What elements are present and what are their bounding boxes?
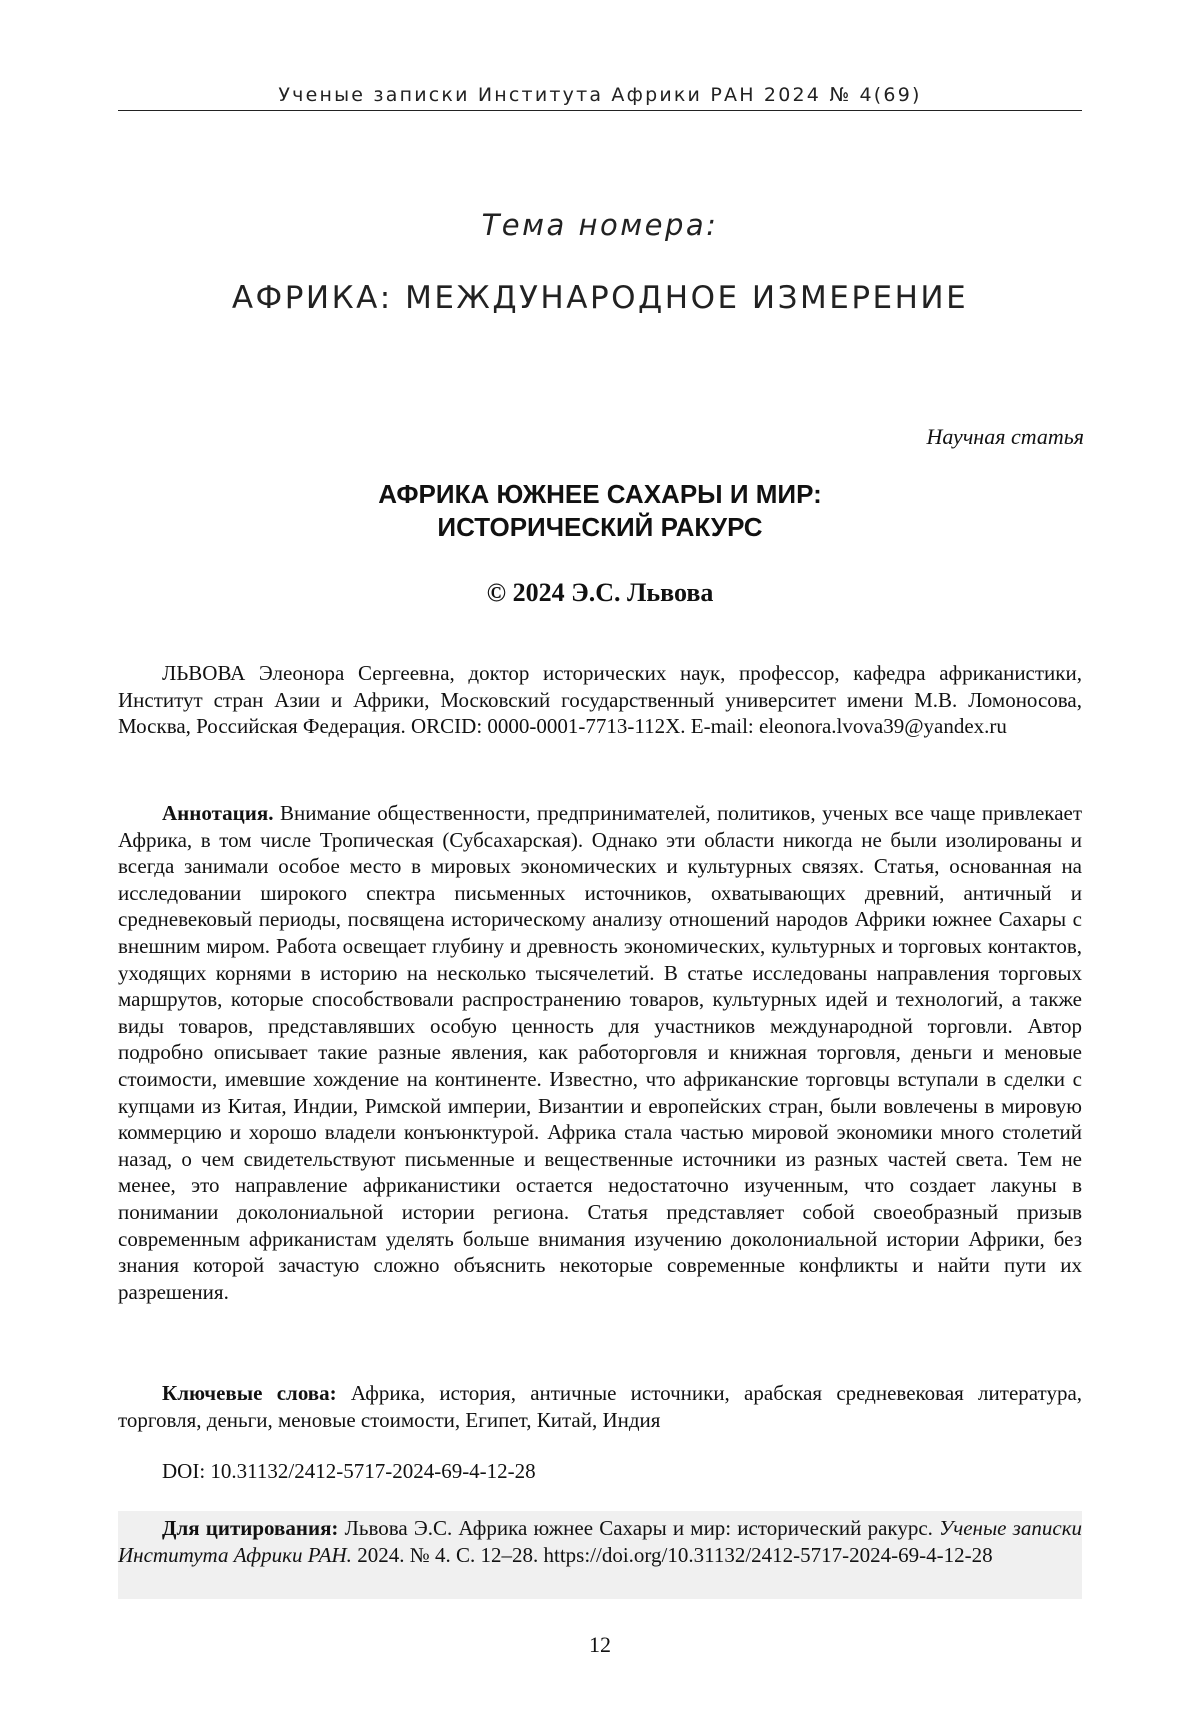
issue-theme-label: Тема номера:: [481, 208, 719, 242]
keywords-text: Африка, история, античные источники, арабская средневековая литература, торговля, деньги, меновые стоимости, Египет, Китай, Индия: [118, 1381, 1083, 1432]
keywords: [118, 1380, 1082, 1433]
abstract-text: Внимание общественности, предпринимателей, политиков, ученых все чаще привлекает Африка, в том числе Тропическая (Субсахарская). Однако эти области никогда не были изолированы и всегда занимали особое место в мировых экономических и культурных связях. Статья, основанная на исследовании широкого спектра письменных источников, охватывающих древний, античный и средневековый периоды, посвящена историческому анализу отношений народов Африки южнее Сахары с внешним миром. Работа освещает глубину и древность экономических, культурных и торговых контактов, уходящих корнями в историю на несколько тысячелетий. В статье исследованы направления торговых маршрутов, которые способствовали распространению товаров, культурных идей и технологий, а также виды товаров, представлявших особую ценность для участников международной торговли. Автор подробно описывает такие разные явления, как работорговля и книжная торговля, деньги и меновые стоимости, имевшие хождение на континенте. Известно, что африканские торговцы вступали в сделки с купцами из Китая, Индии, Римской империи, Византии и европейских стран, были вовлечены в мировую коммерцию и хорошо владели конъюнктурой. Африка стала частью мировой экономики много столетий назад, о чем свидетельствуют письменные и вещественные источники из разных частей света. Тем не менее, это направление африканистики остается недостаточно изученным, что создает лакуны в понимании доколониальной истории региона. Статья представляет собой своеобразный призыв современным африканистам уделять больше внимания изучению доколониальной истории Африки, без знания которой зачастую сложно объяснить некоторые современные конфликты и найти пути их разрешения.: [118, 801, 1083, 1304]
citation-journal: Ученые записки Института Африки РАН.: [118, 1516, 1083, 1567]
header-rule: [118, 110, 1082, 111]
citation-text-before: Львова Э.С. Африка южнее Сахары и мир: исторический ракурс.: [344, 1516, 933, 1540]
page-number: 12: [589, 1632, 611, 1657]
article-type: Научная статья: [926, 424, 1084, 449]
issue-theme-title: АФРИКА: МЕЖДУНАРОДНОЕ ИЗМЕРЕНИЕ: [231, 280, 969, 316]
doi: DOI: 10.31132/2412-5717-2024-69-4-12-28: [162, 1459, 536, 1483]
author-info: ЛЬВОВА Элеонора Сергеевна, доктор исторических наук, профессор, кафедра африканистики, Институт стран Азии и Африки, Московский государственный университет имени М.В. Ломоносова, Москва, Российская Федерация. ORCID: 0000-0001-7713-112X. E-mail: eleonora.lvova39@yandex.ru: [118, 661, 1082, 739]
abstract: [118, 800, 1082, 1305]
article-title-line-1: АФРИКА ЮЖНЕЕ САХАРЫ И МИР:: [378, 479, 822, 509]
citation: [118, 1515, 1082, 1568]
keywords-label: Ключевые слова:: [162, 1381, 337, 1405]
citation-text-after: 2024. № 4. С. 12–28. https://doi.org/10.31132/2412-5717-2024-69-4-12-28: [357, 1542, 993, 1567]
article-title: [0, 478, 1200, 544]
copyright-line: © 2024 Э.С. Львова: [486, 578, 714, 607]
citation-label: Для цитирования:: [162, 1516, 339, 1540]
running-head: Ученые записки Института Африки РАН 2024 № 4(69): [278, 84, 922, 106]
abstract-label: Аннотация.: [162, 801, 274, 825]
article-title-line-2: ИСТОРИЧЕСКИЙ РАКУРС: [437, 512, 763, 542]
